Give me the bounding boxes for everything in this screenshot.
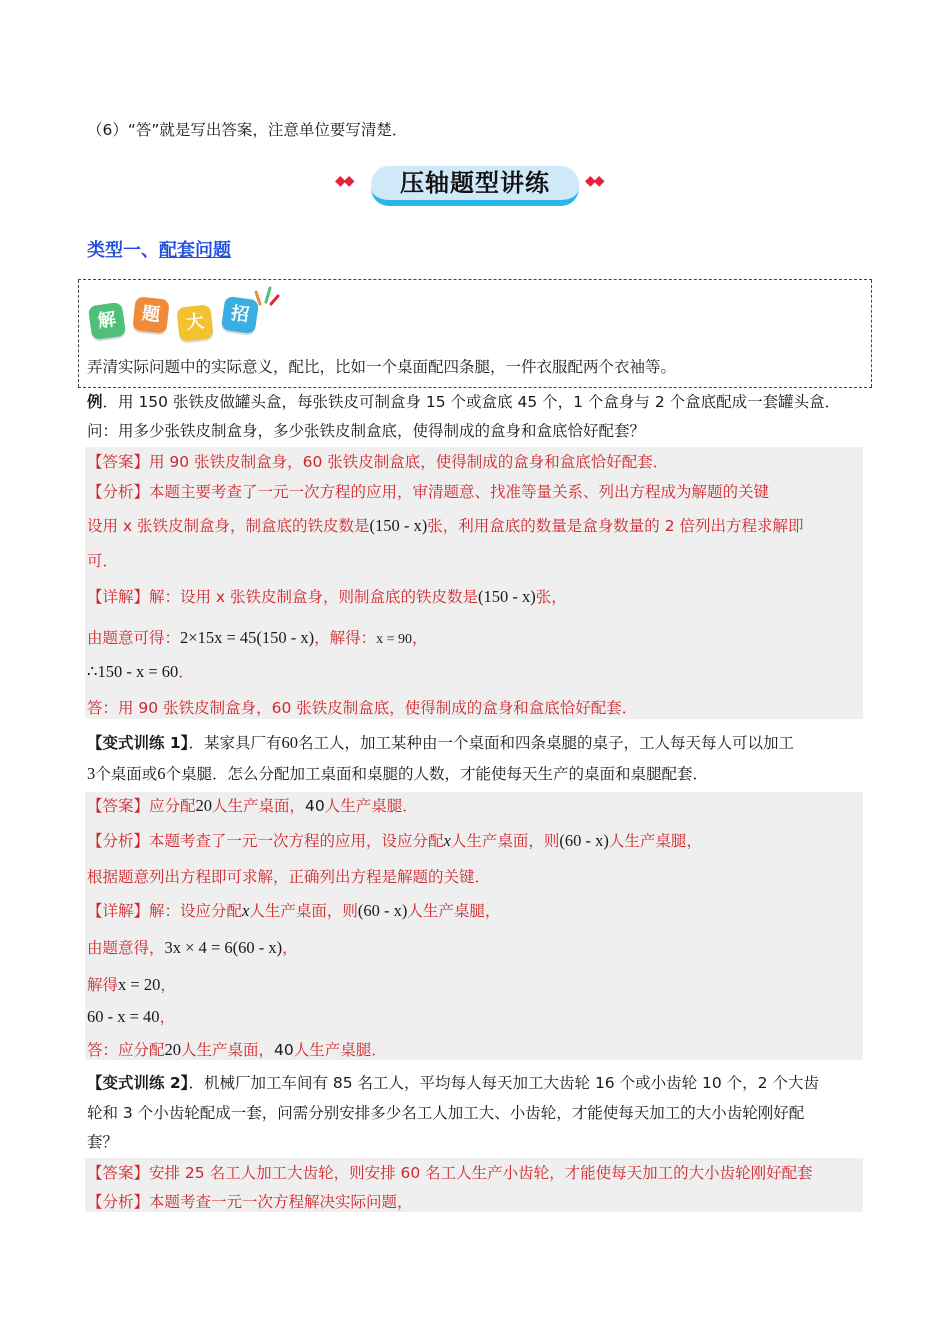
type-heading (87, 236, 231, 262)
v1-f-num2: 40 (274, 1041, 294, 1059)
type-heading-prefix: 类型一、 (87, 240, 159, 261)
v1-an1-expr: (60 - x) (559, 831, 609, 850)
v1-answer (87, 795, 418, 817)
example-answer: 【答案】用 90 张铁皮制盒身，60 张铁皮制盒底，使得制成的盒身和盒底恰好配套． (87, 453, 669, 471)
type-heading-link[interactable]: 配套问题 (159, 240, 231, 261)
v1-f-num1: 20 (164, 1040, 182, 1059)
v2-q1: ．机械厂加工车间有 85 名工人，平均每人每天加工大齿轮 16 个或小齿轮 10 个，2 个大齿 (188, 1074, 819, 1092)
example-detail-1 (87, 586, 567, 608)
tips-badge (90, 292, 280, 344)
example-detail-2a: 由题意可得： (87, 629, 181, 647)
example-question-line-1 (87, 391, 840, 413)
v1-equation: 3x × 4 = 6(60 - x) (164, 938, 283, 957)
v2-question-line-2: 轮和 3 个小齿轮配成一套，问需分别安排多少名工人加工大、小齿轮，才能使每天加工的大小齿轮刚好配 (87, 1104, 805, 1122)
example-analysis-2 (87, 515, 803, 537)
example-detail-3 (87, 661, 194, 683)
v1-d4b: ， (159, 1008, 176, 1026)
v1-q1-num: 60 (281, 733, 298, 752)
v1-q2-num1: 3 (87, 764, 96, 783)
section-banner: 压轴题型讲练 (371, 166, 579, 206)
v1-f-b: 人生产桌面， (181, 1041, 275, 1059)
example-analysis-2a: 设用 x 张铁皮制盒身，制盒底的铁皮数是 (87, 517, 370, 535)
v1-ans-b: 人生产桌面， (212, 797, 306, 815)
v2-question-line-3: 套？ (87, 1133, 119, 1151)
example-detail-expr: (150 - x) (478, 587, 536, 606)
example-analysis-expr: (150 - x) (369, 516, 428, 535)
tip-tile-2: 题 (132, 296, 169, 333)
v1-question-line-1 (87, 732, 794, 754)
v2-answer: 【答案】安排 25 名工人加工大齿轮，则安排 60 名工人生产小齿轮，才能使每天加工的大小齿轮刚好配套 (87, 1164, 813, 1182)
example-q1: ．用 150 张铁皮做罐头盒，每张铁皮可制盒身 15 个或盒底 45 个，1 个盒身与 2 个盒底配成一套罐头盒． (102, 393, 841, 411)
v1-an1c: 人生产桌腿， (608, 832, 702, 850)
v1-ans-a: 【答案】应分配 (87, 797, 196, 815)
v1-analysis-2: 根据题意列出方程即可求解，正确列出方程是解题的关键． (87, 868, 491, 886)
v1-d1b: 人生产桌面，则 (249, 902, 358, 920)
v1-q2b: 个桌腿．怎么分配加工桌面和桌腿的人数，才能使每天生产的桌面和桌腿配套． (165, 765, 709, 783)
v1-final-answer (87, 1039, 387, 1061)
sparkle-icon (254, 284, 280, 306)
v2-question-line-1 (87, 1072, 819, 1094)
example-question-line-2: 问：用多少张铁皮制盒身，多少张铁皮制盒底，使得制成的盒身和盒底恰好配套？ (87, 422, 646, 440)
v1-d1-var: x (242, 901, 250, 920)
v1-d3a: 解得 (87, 976, 119, 994)
v1-analysis-1 (87, 830, 702, 852)
v1-d1c: 人生产桌腿， (407, 902, 501, 920)
v1-detail-1 (87, 900, 500, 922)
example-detail-1b: 张， (535, 588, 567, 606)
right-diamond-icon: ◆◆ (585, 173, 603, 189)
v1-q2-num2: 6 (157, 764, 166, 783)
v1-q2a: 个桌面或 (95, 765, 158, 783)
example-analysis-1: 【分析】本题主要考查了一元一次方程的应用，审清题意、找准等量关系、列出方程成为解题的关键 (87, 483, 770, 501)
v1-detail-4 (87, 1006, 175, 1028)
v1-result: 60 - x = 40 (87, 1007, 160, 1026)
left-diamond-icon: ◆◆ (335, 173, 353, 189)
v1-d2a: 由题意得， (87, 939, 165, 957)
v1-q1a: ．某家具厂有 (188, 734, 282, 752)
example-final-answer: 答：用 90 张铁皮制盒身，60 张铁皮制盒底，使得制成的盒身和盒底恰好配套． (87, 699, 638, 717)
v2-label: 【变式训练 2】 (87, 1074, 189, 1092)
example-detail-2c: ， (412, 629, 428, 647)
v1-ans-num2: 40 (305, 797, 325, 815)
v1-ans-num1: 20 (195, 796, 213, 815)
intro-line-6: （6）“答”就是写出答案，注意单位要写清楚． (87, 121, 408, 139)
example-analysis-2b: 张，利用盒底的数量是盒身数量的 2 倍列出方程求解即 (427, 517, 804, 535)
tip-tile-1: 解 (88, 302, 126, 340)
example-result: ∴150 - x = 60 (87, 662, 179, 681)
tip-tile-3: 大 (176, 304, 213, 341)
tips-text: 弄清实际问题中的实际意义，配比，比如一个桌面配四条腿，一件衣服配两个衣袖等。 (87, 358, 677, 376)
example-label: 例 (87, 393, 103, 411)
example-equation: 2×15x = 45(150 - x) (180, 628, 315, 647)
v1-solution-x: x = 20 (118, 975, 161, 994)
example-detail-3b: ． (178, 663, 194, 681)
v1-detail-3 (87, 974, 176, 996)
example-detail-2 (87, 627, 428, 651)
v1-an1b: 人生产桌面，则 (450, 832, 560, 850)
v1-d1-expr: (60 - x) (357, 901, 408, 920)
v1-detail-2 (87, 937, 298, 959)
example-solution-x: x = 90 (376, 632, 413, 647)
v1-f-c: 人生产桌腿． (293, 1041, 387, 1059)
v1-label: 【变式训练 1】 (87, 734, 189, 752)
v1-an1a: 【分析】本题考查了一元一次方程的应用，设应分配 (87, 832, 444, 850)
example-detail-2b: ，解得： (314, 629, 377, 647)
v1-d1a: 【详解】解：设应分配 (87, 902, 243, 920)
v1-d2b: ， (282, 939, 298, 957)
v1-ans-c: 人生产桌腿． (324, 797, 418, 815)
v1-an1-var: x (443, 831, 451, 850)
v1-question-line-2 (87, 763, 708, 785)
tip-tile-4: 招 (221, 296, 259, 334)
v1-f-a: 答：应分配 (87, 1041, 165, 1059)
example-analysis-3: 可． (87, 552, 119, 570)
example-detail-1a: 【详解】解：设用 x 张铁皮制盒身，则制盒底的铁皮数是 (87, 588, 479, 606)
v1-q1b: 名工人，加工某种由一个桌面和四条桌腿的桌子，工人每天每人可以加工 (297, 734, 794, 752)
v2-analysis: 【分析】本题考查一元一次方程解决实际问题， (87, 1193, 413, 1211)
v1-d3b: ， (160, 976, 176, 994)
